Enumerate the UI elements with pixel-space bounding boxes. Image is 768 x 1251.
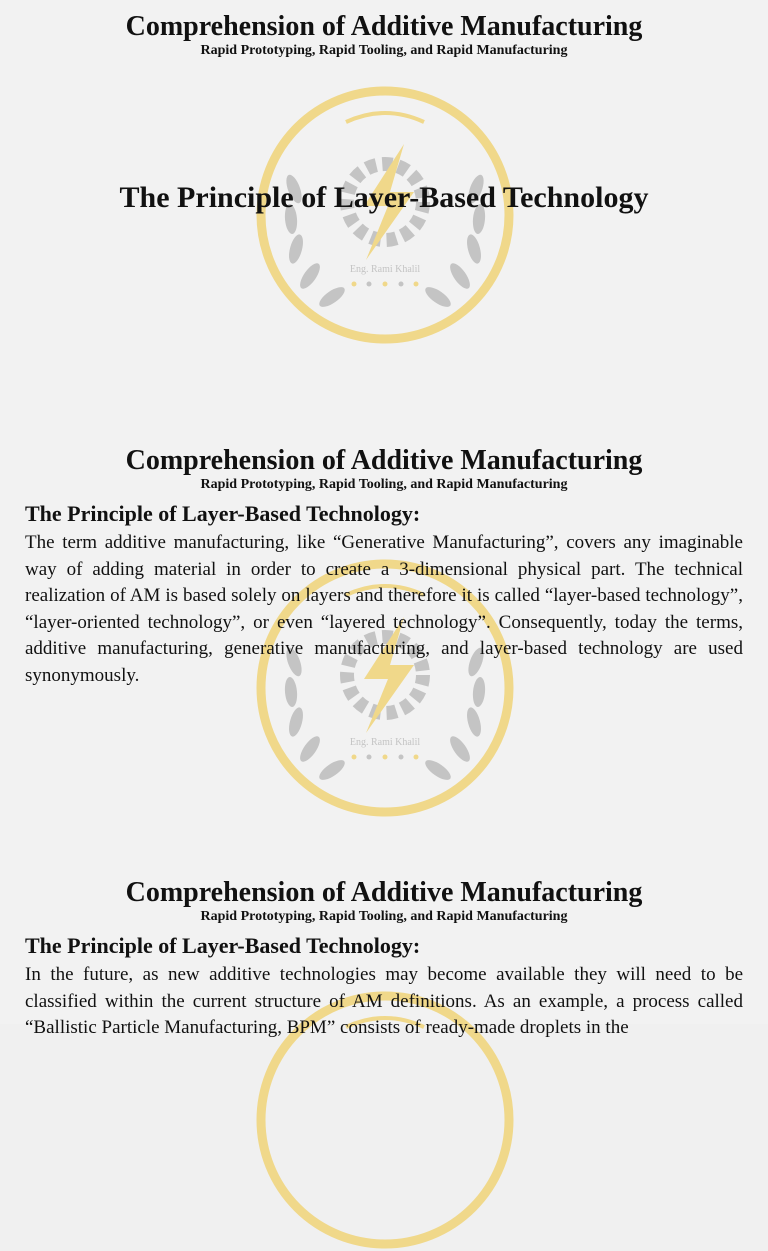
slide-content-2: [0, 864, 768, 1038]
slide-content-1: [0, 432, 768, 864]
slide-title: [0, 0, 768, 432]
watermark-dots: [352, 282, 419, 287]
main-title: The Principle of Layer-Based Technology: [119, 181, 649, 214]
header-title: Comprehension of Additive Manufacturing: [125, 877, 643, 908]
section-heading: The Principle of Layer-Based Technology:: [25, 933, 421, 958]
header-subtitle: Rapid Prototyping, Rapid Tooling, and Rapid Manufacturing: [200, 477, 568, 492]
header-title: Comprehension of Additive Manufacturing: [125, 11, 643, 42]
body-paragraph: In the future, as new additive technologies may become available they will need to be classified within the current structure of AM definitions. As an example, a process called “Ballistic Particle Manufacturing, BPM” consists of ready-made droplets in the: [25, 964, 743, 1038]
watermark-dots: [352, 755, 419, 760]
watermark-name: Eng. Rami Khalil: [349, 264, 421, 275]
header-title: Comprehension of Additive Manufacturing: [125, 445, 643, 476]
ornament: [346, 113, 424, 122]
watermark-name: Eng. Rami Khalil: [349, 737, 421, 748]
header-subtitle: Rapid Prototyping, Rapid Tooling, and Rapid Manufacturing: [200, 43, 568, 58]
header-subtitle: Rapid Prototyping, Rapid Tooling, and Rapid Manufacturing: [200, 909, 568, 924]
body-paragraph: The term additive manufacturing, like “Generative Manufacturing”, covers any imaginable way of adding material in order to create a 3-dimensional physical part. The technical realization of AM is based solely on layers and therefore it is called “layer-based technology”, “layer-oriented technology”, or even “layered technology”. Consequently, today the terms, additive manufacturing, generative manufacturing, and layer-based technology are used synonymously.: [25, 532, 743, 686]
watermark-logo: [254, 84, 516, 346]
section-heading: The Principle of Layer-Based Technology:: [25, 501, 421, 526]
